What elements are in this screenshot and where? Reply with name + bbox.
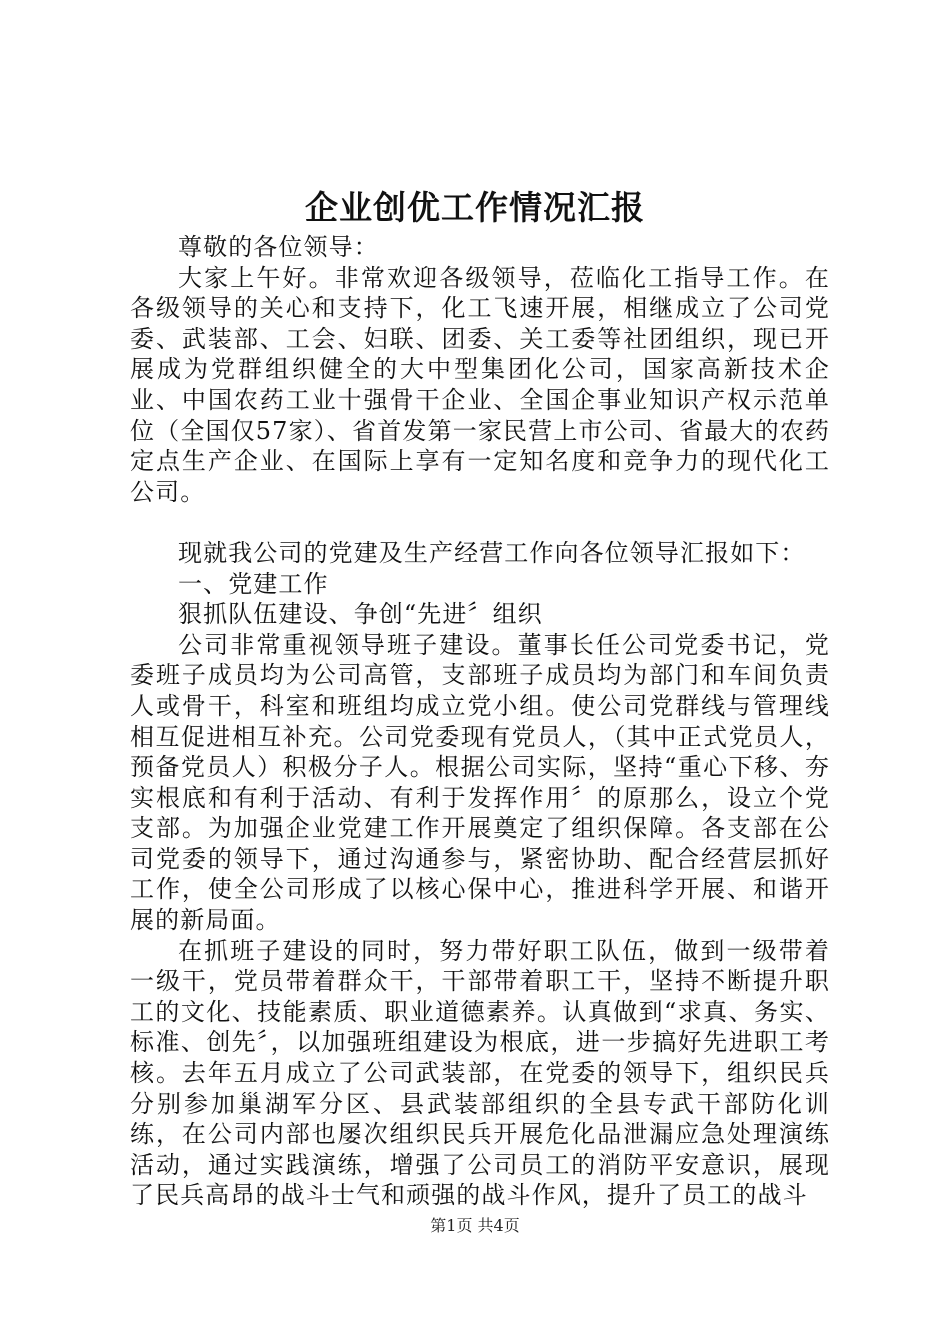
subsection-heading-team-building: 狠抓队伍建设、争创“先进〞组织 <box>178 600 543 629</box>
page-footer: 第1页 共4页 <box>430 1216 520 1235</box>
paragraph-leadership: 公司非常重视领导班子建设。董事长任公司党委书记，党委班子成员均为公司高管，支部班子成员均为部门和车间负责人或骨干，科室和班组均成立党小组。使公司党群线与管理线相互促进相互补充。公司党委现有党员人，（其中正式党员人，预备党员人）积极分子人。根据公司实际，坚持“重心下移、夯实根底和有利于活动、有利于发挥作用〞的原那么，设立个党支部。为加强企业党建工作开展奠定了组织保障。各支部在公司党委的领导下，通过沟通参与，紧密协助、配合经营层抓好工作，使全公司形成了以核心保中心，推进科学开展、和谐开展的新局面。 <box>130 630 830 935</box>
paragraph-report-intro: 现就我公司的党建及生产经营工作向各位领导汇报如下： <box>178 538 806 567</box>
document-body <box>130 232 830 1211</box>
paragraph-intro: 大家上午好。非常欢迎各级领导，莅临化工指导工作。在各级领导的关心和支持下，化工飞速开展，相继成立了公司党委、武装部、工会、妇联、团委、关工委等社团组织，现已开展成为党群组织健全的大中型集团化公司，国家高新技术企业、中国农药工业十强骨干企业、全国企事业知识产权示范单位（全国仅57家）、省首发第一家民营上市公司、省最大的农药定点生产企业、在国际上享有一定知名度和竞争力的现代化工公司。 <box>130 263 830 506</box>
salutation: 尊敬的各位领导： <box>178 233 379 261</box>
section-heading-party-building: 一、党建工作 <box>178 569 329 598</box>
document-title: 企业创优工作情况汇报 <box>305 188 645 227</box>
paragraph-workforce: 在抓班子建设的同时，努力带好职工队伍，做到一级带着一级干，党员带着群众干，干部带着职工干，坚持不断提升职工的文化、技能素质、职业道德素养。认真做到“求真、务实、标准、创先〞，以加强班组建设为根底，进一步搞好先进职工考核。去年五月成立了公司武装部，在党委的领导下，组织民兵分别参加巢湖军分区、县武装部组织的全县专武干部防化训练，在公司内部也屡次组织民兵开展危化品泄漏应急处理演练活动，通过实践演练，增强了公司员工的消防平安意识，展现了民兵高昂的战斗士气和顽强的战斗作风，提升了员工的战斗 <box>130 936 830 1210</box>
